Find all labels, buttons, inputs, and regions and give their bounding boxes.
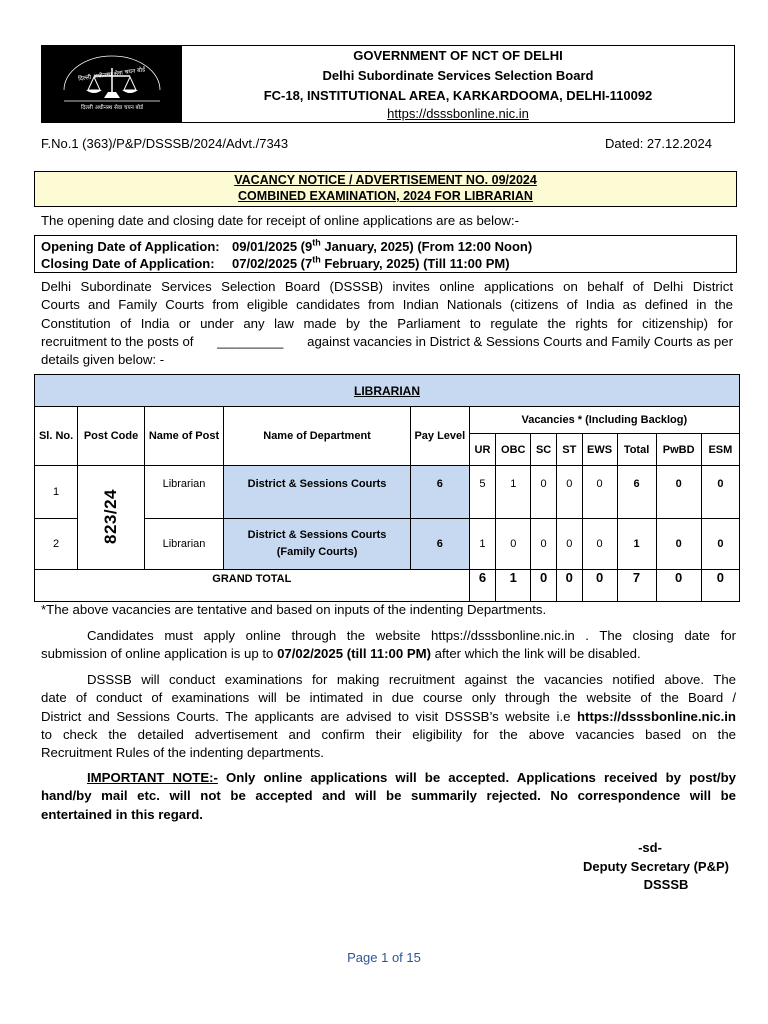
apply-online-paragraph: Candidates must apply online through the website https://dsssbonline.nic.in . The closing date for submission of online application is up to 07/02/2025 (till 11:00 PM) after which the link will be disabled. bbox=[41, 628, 736, 662]
header-government: GOVERNMENT OF NCT OF DELHI bbox=[353, 48, 563, 63]
vacancy-table bbox=[34, 374, 740, 602]
file-number: F.No.1 (363)/P&P/DSSSB/2024/Advt./7343 bbox=[41, 136, 289, 151]
dsssb-website-link[interactable]: https://dsssbonline.nic.in bbox=[577, 708, 736, 724]
header-ur: UR bbox=[469, 434, 496, 466]
opening-date: Opening Date of Application: 09/01/2025 (9th January, 2025) (From 12:00 Noon) bbox=[41, 237, 533, 254]
important-note: IMPORTANT NOTE:- Only online applications will be accepted. Applications received by post/by hand/by mail etc. will not be accepted and will be summarily rejected. No correspondence will be entertained in this regard. bbox=[41, 770, 736, 822]
header-pwbd: PwBD bbox=[656, 434, 701, 466]
header-total: Total bbox=[617, 434, 656, 466]
vacancy-banner bbox=[34, 171, 737, 207]
dates-box bbox=[34, 235, 737, 273]
header-website-link[interactable]: https://dsssbonline.nic.in bbox=[387, 106, 529, 121]
header-sc: SC bbox=[531, 434, 557, 466]
scales-of-justice-icon bbox=[42, 46, 182, 122]
header-address: FC-18, INSTITUTIONAL AREA, KARKARDOOMA, DELHI-110092 bbox=[263, 88, 653, 103]
signature-designation: Deputy Secretary (P&P) bbox=[583, 859, 729, 874]
header-st: ST bbox=[556, 434, 582, 466]
tentative-note: *The above vacancies are tentative and based on inputs of the indenting Departments. bbox=[41, 602, 547, 617]
dsssb-logo bbox=[42, 46, 182, 122]
header-ews: EWS bbox=[582, 434, 617, 466]
closing-date: Closing Date of Application: 07/02/2025 (7th February, 2025) (Till 11:00 PM) bbox=[41, 254, 510, 271]
logo-text-bottom: दिल्ली अधीनस्थ सेवा चयन बोर्ड bbox=[80, 105, 144, 111]
examination-paragraph: DSSSB will conduct examinations for making recruitment against the vacancies notified above. The date of conduct of examinations will be intimated in due course only through the website of the Board / District and Sessions Courts. The applicants are advised to visit DSSSB’s website i.e https://dsssbonline.nic.in to check the detailed advertisement and confirm their eligibility for the above vacancies based on the Recruitment Rules of the indenting departments. bbox=[41, 672, 736, 761]
table-title: LIBRARIAN bbox=[354, 383, 420, 398]
exam-title: COMBINED EXAMINATION, 2024 FOR LIBRARIAN bbox=[238, 189, 533, 203]
grand-total-label: GRAND TOTAL bbox=[35, 570, 470, 602]
header-sl-no: Sl. No. bbox=[35, 407, 78, 466]
header-box bbox=[41, 45, 735, 123]
post-code-value: 823/24 bbox=[101, 488, 121, 544]
header-pay-level: Pay Level bbox=[411, 407, 470, 466]
header-esm: ESM bbox=[701, 434, 739, 466]
dated: Dated: 27.12.2024 bbox=[605, 136, 712, 151]
grand-total-row: GRAND TOTAL 6 1 0 0 0 7 0 0 bbox=[35, 570, 740, 602]
post-code-cell bbox=[78, 466, 145, 570]
logo-text-top: दिल्ली अधीनस्थ सेवा चयन बोर्ड bbox=[77, 66, 146, 83]
header-name-of-post: Name of Post bbox=[144, 407, 223, 466]
header-vacancies: Vacancies * (Including Backlog) bbox=[469, 407, 739, 434]
header-board-name: Delhi Subordinate Services Selection Board bbox=[322, 68, 594, 83]
invitation-paragraph: Delhi Subordinate Services Selection Board (DSSSB) invites online applications on behalf of Delhi District Courts and Family Courts from eligible candidates from Indian Nationals (citizens of India as defined in the Constitution of India or under any law made by the Parliament to regulate the rights for citizenship) for recruitment to the posts of _________ against vacancies in District & Sessions Courts and Family Courts as per details given below: - bbox=[41, 279, 733, 368]
page-number: Page 1 of 15 bbox=[347, 950, 421, 965]
signature-org: DSSSB bbox=[643, 877, 689, 892]
header-obc: OBC bbox=[496, 434, 531, 466]
header-department: Name of Department bbox=[224, 407, 411, 466]
table-row: 1 823/24 Librarian District & Sessions Courts 6 5 1 0 0 0 6 0 0 bbox=[35, 466, 740, 519]
intro-text: The opening date and closing date for receipt of online applications are as below:- bbox=[41, 213, 519, 228]
vacancy-notice-title: VACANCY NOTICE / ADVERTISEMENT NO. 09/2024 bbox=[234, 173, 537, 187]
table-row: 2 Librarian District & Sessions Courts (Family Courts) 6 1 0 0 0 0 1 0 0 bbox=[35, 519, 740, 570]
header-post-code: Post Code bbox=[78, 407, 145, 466]
signature-sd: -sd- bbox=[638, 840, 662, 855]
